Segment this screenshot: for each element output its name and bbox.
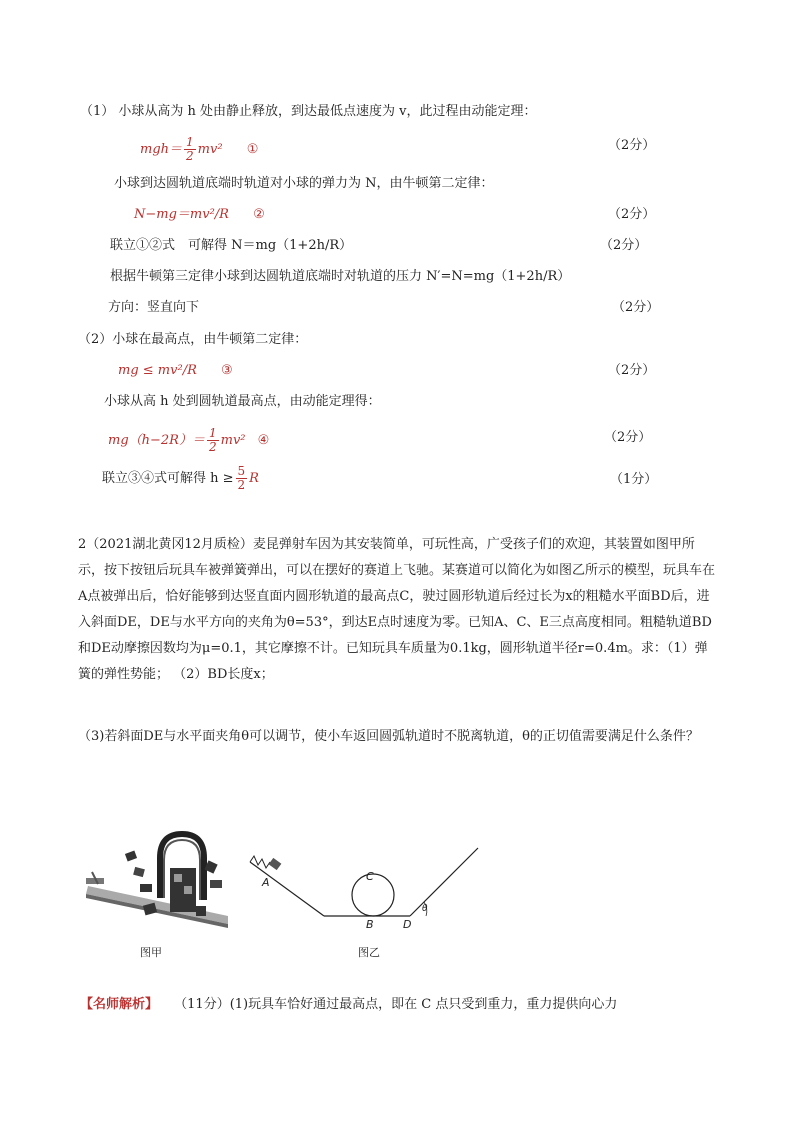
- eq1-fraction: $\frac{1}{2}$: [186, 135, 194, 163]
- eq2-marker: ②: [253, 207, 265, 222]
- label-a: A: [262, 876, 270, 889]
- eq3: mg ≤ mv²/R ③: [118, 363, 233, 378]
- problem-text-2: （3)若斜面DE与水平面夹角θ可以调节，使小车返回圆弧轨道时不脱离轨道，θ的正切值需要满足什么条件？: [78, 729, 699, 744]
- label-theta: θ: [422, 904, 428, 914]
- figure-a-caption: 图甲: [140, 946, 162, 959]
- eq2: N−mg＝mv²/R ②: [134, 207, 265, 222]
- figure-b-caption: 图乙: [358, 946, 380, 959]
- analysis-line: [80, 997, 617, 1013]
- score-1: （2分）: [608, 138, 656, 153]
- part1-intro: （1） 小球从高为 h 处由静止释放，到达最低点速度为 v，此过程由动能定理：: [80, 104, 537, 119]
- figure-b-diagram: [244, 842, 484, 930]
- part2-line3: 联立③④式可解得 h ≥ $\frac{5}{2}$ R: [102, 464, 259, 492]
- label-b: B: [366, 918, 374, 931]
- part1-line3: 联立①②式 可解得 N＝mg（1+2h/R）: [110, 238, 353, 253]
- analysis-text: （11分）(1)玩具车恰好通过最高点，即在 C 点只受到重力，重力提供向心力: [174, 997, 618, 1012]
- label-d: D: [403, 918, 412, 931]
- score-7: （2分）: [604, 430, 652, 445]
- problem-text: 2（2021湖北黄冈12月质检）麦昆弹射车因为其安装简单，可玩性高，广受孩子们的欢迎，其装置如图甲所示，按下按钮后玩具车被弹簧弹出，可以在摆好的赛道上飞驰。某赛道可以简化为如图乙所示的模型，玩具车在A点被弹出后，恰好能够到达竖直面内圆形轨道的最高点C，驶过圆形轨道后经过长为x的粗糙水平面BD后，进入斜面DE，DE与水平方向的夹角为θ=53°，到达E点时速度为零。已知A、C、E三点高度相同。粗糙轨道BD和DE动摩擦因数均为μ=0.1，其它摩擦不计。已知玩具车质量为0.1kg，圆形轨道半径r=0.4m。求：（1）弹簧的弹性势能； （2）BD长度x；: [78, 537, 716, 682]
- score-5: （2分）: [612, 300, 660, 315]
- score-8: （1分）: [610, 472, 658, 487]
- analysis-tag: 【名师解析】: [80, 997, 159, 1012]
- result-fraction: $\frac{5}{2}$: [237, 464, 246, 492]
- eq1: mgh＝ $\frac{1}{2}$ mv² ①: [140, 135, 259, 163]
- figure-a-illustration: [78, 828, 238, 938]
- part1-line4: 根据牛顿第三定律小球到达圆轨道底端时对轨道的压力 N′=N=mg（1+2h/R）: [110, 269, 571, 284]
- score-2: （2分）: [608, 207, 656, 222]
- part1-line2: 小球到达圆轨道底端时轨道对小球的弹力为 N，由牛顿第二定律：: [114, 176, 494, 191]
- eq4-marker: ④: [257, 433, 270, 448]
- part2-intro: （2）小球在最高点，由牛顿第二定律：: [78, 332, 308, 347]
- score-6: （2分）: [608, 363, 656, 378]
- part1-line5: 方向：竖直向下: [108, 300, 200, 315]
- part2-line2: 小球从高 h 处到圆轨道最高点，由动能定理得：: [104, 394, 381, 409]
- eq4: mg（h−2R）＝ $\frac{1}{2}$ mv² ④: [108, 426, 270, 454]
- eq4-fraction: $\frac{1}{2}$: [208, 426, 217, 454]
- eq1-marker: ①: [246, 142, 259, 157]
- score-3: （2分）: [600, 238, 648, 253]
- eq3-marker: ③: [221, 363, 233, 378]
- label-c: C: [366, 870, 374, 883]
